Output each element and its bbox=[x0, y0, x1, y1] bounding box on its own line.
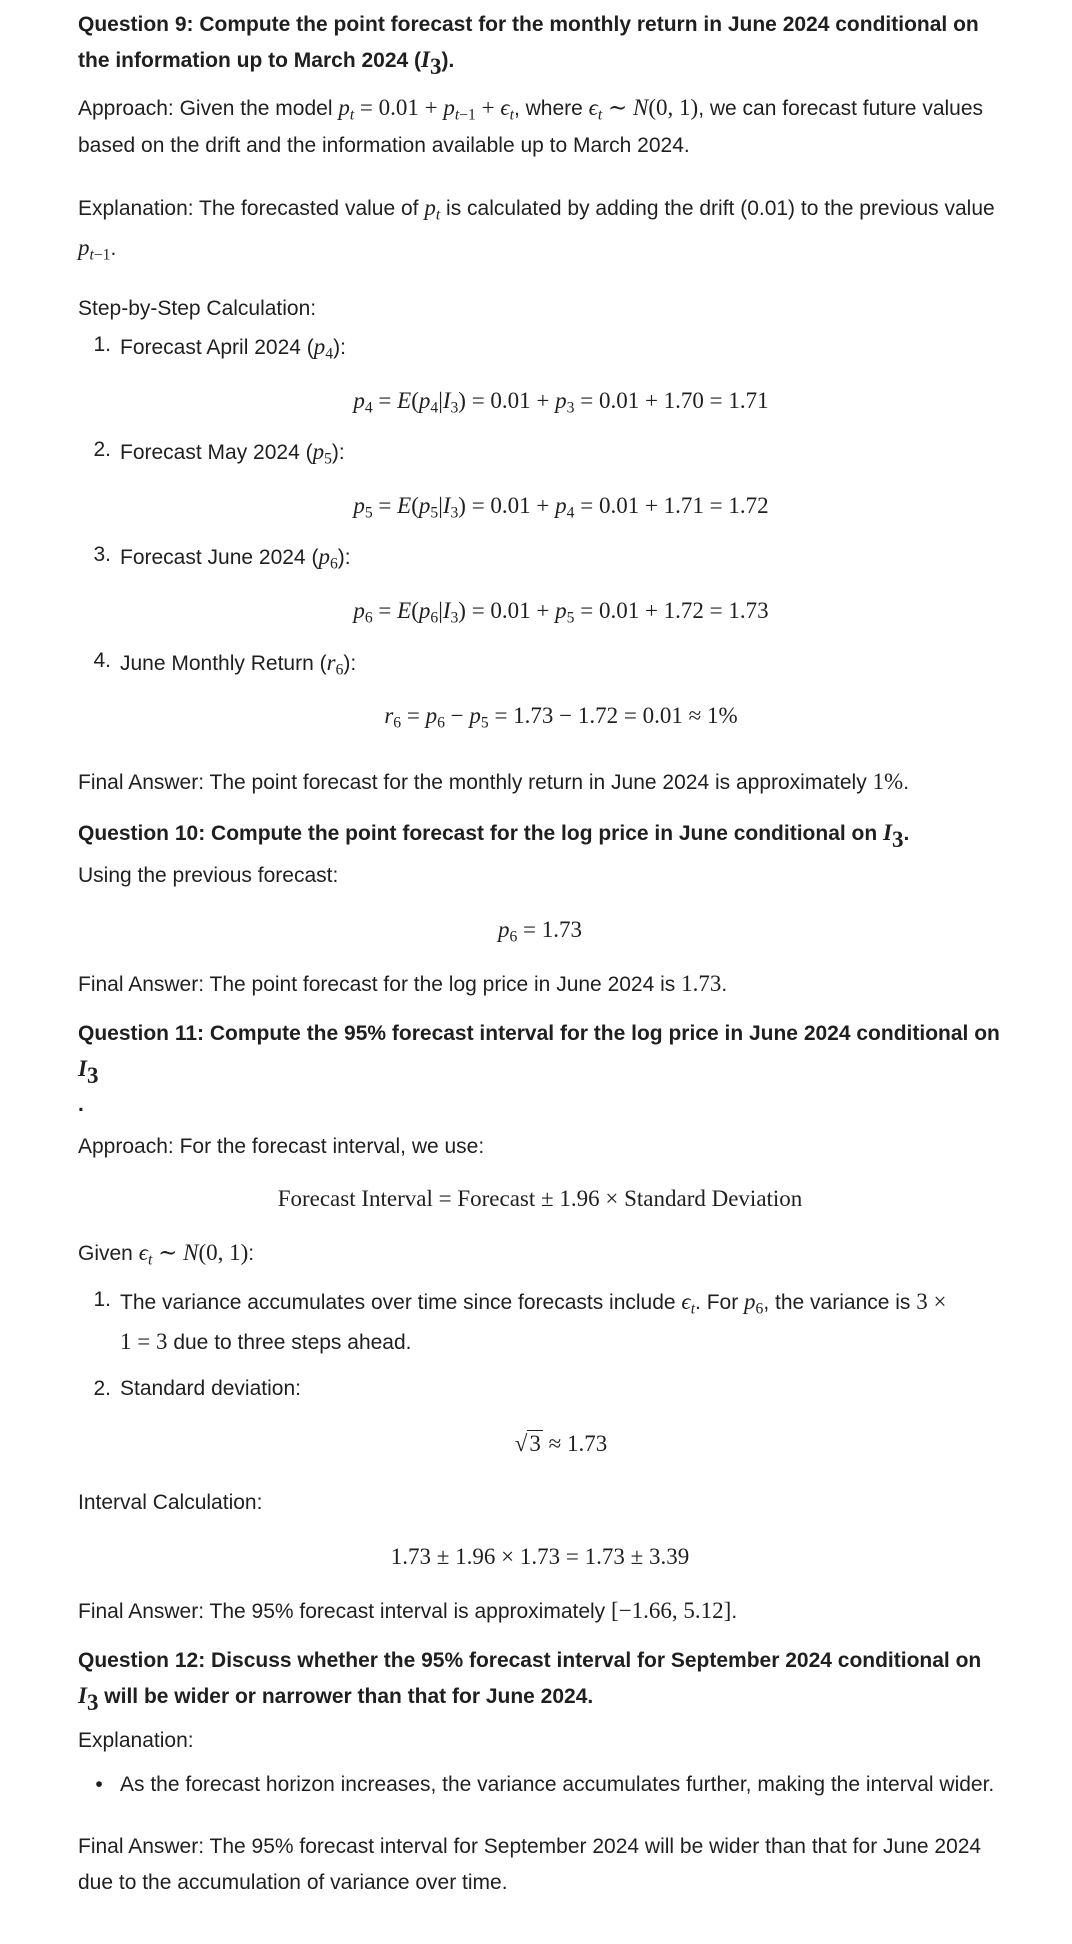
question-9-heading: Question 9: Compute the point forecast for the monthly return in June 2024 conditional on the information up to March 2024 $(I_3)$. bbox=[78, 13, 979, 79]
interval-calculation-equation: 1.73 ± 1.96 × 1.73 = 1.73 ± 3.39 bbox=[390, 1544, 690, 1570]
question-9-approach: Approach: Given the model $p_t = 0.01 + p_{t-1} + \epsilon_t$, where $\epsilon_t$ ∼ N(0, 1), we can forecast future values based on the drift and the information available up to March 2024. bbox=[78, 95, 984, 157]
step-3-equation: $p_6 = E(p_6|I_3) = 0.01 + p_5 = 0.01 + 1.72 = 1.73$ bbox=[353, 597, 769, 627]
steps-list bbox=[78, 327, 1002, 747]
question-11-final-answer: Final Answer: The 95% forecast interval is approximately [−1.66, 5.12]. bbox=[78, 1597, 738, 1623]
list-item: 2. Standard deviation: √3 ≈ 1.73 bbox=[78, 1371, 1002, 1479]
question-11-list bbox=[78, 1282, 1002, 1479]
step-item: 3. Forecast June 2024 $(p_6)$: $p_6 = E(p_6|I_3) = 0.01 + p_5 = 0.01 + 1.72 = 1.73$ bbox=[78, 537, 1002, 642]
step-item: 1. Forecast April 2024 $(p_4)$: $p_4 = E(p_4|I_3) = 0.01 + p_3 = 0.01 + 1.70 = 1.71$ bbox=[78, 327, 1002, 432]
question-11-approach: Approach: For the forecast interval, we use: bbox=[78, 1135, 485, 1159]
question-10-equation: $p_6 = 1.73$ bbox=[497, 917, 583, 946]
step-1-equation: $p_4 = E(p_4|I_3) = 0.01 + p_3 = 0.01 + 1.70 = 1.71$ bbox=[353, 387, 769, 417]
question-10-final-answer: Final Answer: The point forecast for the log price in June 2024 is 1.73. bbox=[78, 970, 728, 996]
question-11 bbox=[78, 1017, 1002, 1630]
question-9-final-answer: Final Answer: The point forecast for the monthly return in June 2024 is approximately 1%. bbox=[78, 768, 910, 794]
question-10-using: Using the previous forecast: bbox=[78, 863, 339, 887]
question-11-heading: Question 11: Compute the 95% forecast interval for the log price in June 2024 conditional on $I_3$ . bbox=[78, 1022, 1000, 1116]
question-12-heading: Question 12: Discuss whether the 95% forecast interval for September 2024 conditional on $I_3$ will be wider or narrower than that for June 2024. bbox=[78, 1649, 982, 1715]
question-11-given: Given $\epsilon_t$ ∼ N(0, 1): bbox=[78, 1239, 255, 1269]
list-item: 1. The variance accumulates over time since forecasts include $\epsilon_t$. For $p_6$, the variance is 3 × 1 = 3 due to three steps ahead. bbox=[93, 1288, 947, 1354]
question-10-heading: Question 10: Compute the point forecast for the log price in June conditional on $I_3$. bbox=[78, 820, 910, 853]
step-item: 4. June Monthly Return $(r_6)$: $r_6 = p_6 - p_5 = 1.73 - 1.72 = 0.01 \approx 1\%$ bbox=[78, 643, 1002, 748]
question-10 bbox=[78, 815, 1002, 1003]
question-9-explanation: Explanation: The forecasted value of $p_t$ is calculated by adding the drift (0.01) to the previous value $p_{t-1}$. bbox=[78, 195, 995, 264]
question-9 bbox=[78, 8, 1002, 801]
step-4-equation: $r_6 = p_6 - p_5 = 1.73 - 1.72 = 0.01 \approx 1\%$ bbox=[384, 703, 738, 732]
question-12 bbox=[78, 1644, 1002, 1901]
question-12-explanation: Explanation: bbox=[78, 1728, 194, 1752]
standard-deviation-equation: √3 ≈ 1.73 bbox=[514, 1430, 608, 1456]
interval-calculation-title: Interval Calculation: bbox=[78, 1491, 263, 1515]
step-2-equation: $p_5 = E(p_5|I_3) = 0.01 + p_4 = 0.01 + 1.71 = 1.72$ bbox=[353, 492, 769, 522]
question-12-final-answer: Final Answer: The 95% forecast interval for September 2024 will be wider than that for June 2024 due to the accumulation of variance over time. bbox=[78, 1834, 982, 1895]
list-item: • As the forecast horizon increases, the variance accumulates further, making the interval wider. bbox=[95, 1772, 995, 1796]
question-12-bullets bbox=[78, 1767, 1002, 1803]
model-equation: $p_t = 0.01 + p_{t-1} + \epsilon_t$ bbox=[338, 95, 514, 125]
error-distribution: $\epsilon_t$ ∼ N(0, 1) bbox=[588, 95, 699, 125]
step-item: 2. Forecast May 2024 $(p_5)$: $p_5 = E(p_5|I_3) = 0.01 + p_4 = 0.01 + 1.71 = 1.72$ bbox=[78, 432, 1002, 537]
step-title: Step-by-Step Calculation: bbox=[78, 297, 317, 321]
forecast-interval-formula: Forecast Interval = Forecast ± 1.96 × Standard Deviation bbox=[277, 1186, 803, 1212]
